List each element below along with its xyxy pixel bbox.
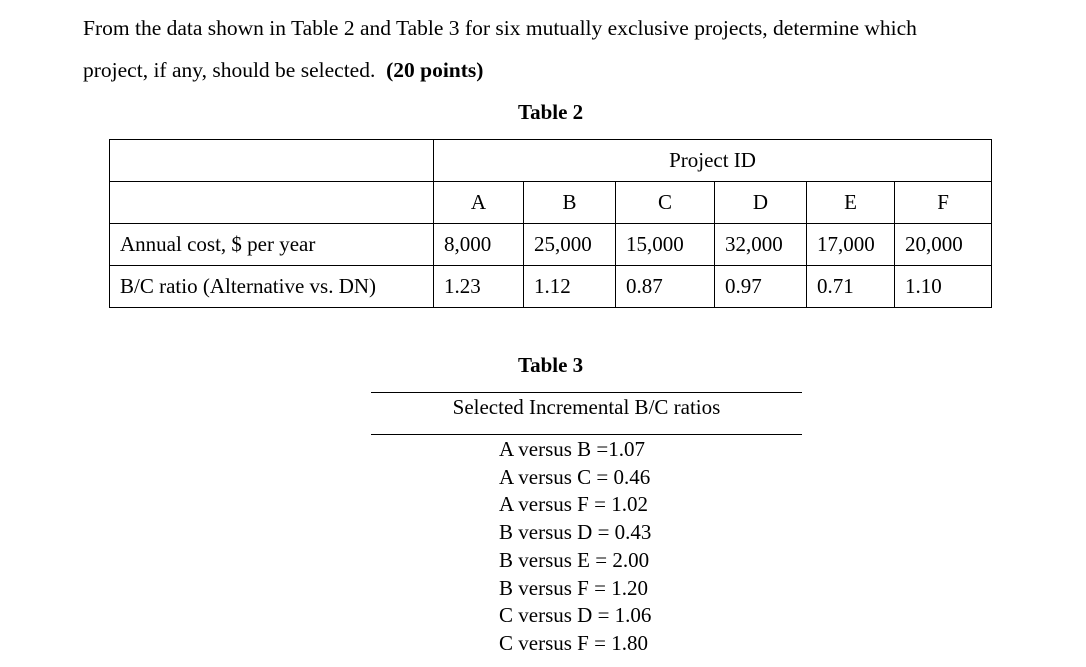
bc-d: 0.97 [715, 266, 807, 308]
table2-group-header-row [110, 140, 992, 182]
table2-caption: Table 2 [518, 100, 584, 124]
question-points: (20 points) [386, 58, 484, 82]
table2-empty-label-cell [110, 182, 434, 224]
column-header-d: D [715, 182, 807, 224]
bc-e: 0.71 [807, 266, 895, 308]
table2-column-header-row [110, 182, 992, 224]
table-row-annual-cost [110, 224, 992, 266]
list-item: B versus D = 0.43 [499, 520, 652, 545]
list-item: C versus D = 1.06 [499, 603, 652, 628]
project-id-header: Project ID [434, 140, 992, 182]
table3-header-rule [371, 434, 802, 435]
cost-f: 20,000 [895, 224, 992, 266]
question-line-2 [83, 58, 483, 83]
cost-b: 25,000 [524, 224, 616, 266]
list-item: B versus F = 1.20 [499, 575, 648, 600]
cost-e: 17,000 [807, 224, 895, 266]
list-item: A versus B =1.07 [499, 437, 646, 461]
cost-c: 15,000 [616, 224, 715, 266]
list-item: A versus F = 1.02 [499, 492, 648, 517]
table2-corner-cell [110, 140, 434, 182]
cost-d: 32,000 [715, 224, 807, 266]
table3-caption: Table 3 [518, 353, 584, 377]
table2 [109, 139, 992, 308]
row-label: B/C ratio (Alternative vs. DN) [110, 266, 434, 308]
bc-a: 1.23 [434, 266, 524, 308]
bc-f: 1.10 [895, 266, 992, 308]
column-header-f: F [895, 182, 992, 224]
question-text: project, if any, should be selected. [83, 58, 376, 82]
column-header-e: E [807, 182, 895, 224]
column-header-b: B [524, 182, 616, 224]
column-header-c: C [616, 182, 715, 224]
list-item: A versus C = 0.46 [499, 464, 651, 489]
bc-c: 0.87 [616, 266, 715, 308]
list-item: B versus E = 2.00 [499, 547, 650, 572]
incremental-ratio-list [499, 436, 651, 658]
column-header-a: A [434, 182, 524, 224]
table-row-bc-ratio [110, 266, 992, 308]
question-line-1: From the data shown in Table 2 and Table 3 for six mutually exclusive projects, determine which [83, 16, 917, 40]
list-item: C versus F = 1.80 [499, 630, 648, 655]
table3-header: Selected Incremental B/C ratios [452, 395, 721, 419]
bc-b: 1.12 [524, 266, 616, 308]
table3-top-rule [371, 392, 802, 393]
row-label: Annual cost, $ per year [110, 224, 434, 266]
cost-a: 8,000 [434, 224, 524, 266]
